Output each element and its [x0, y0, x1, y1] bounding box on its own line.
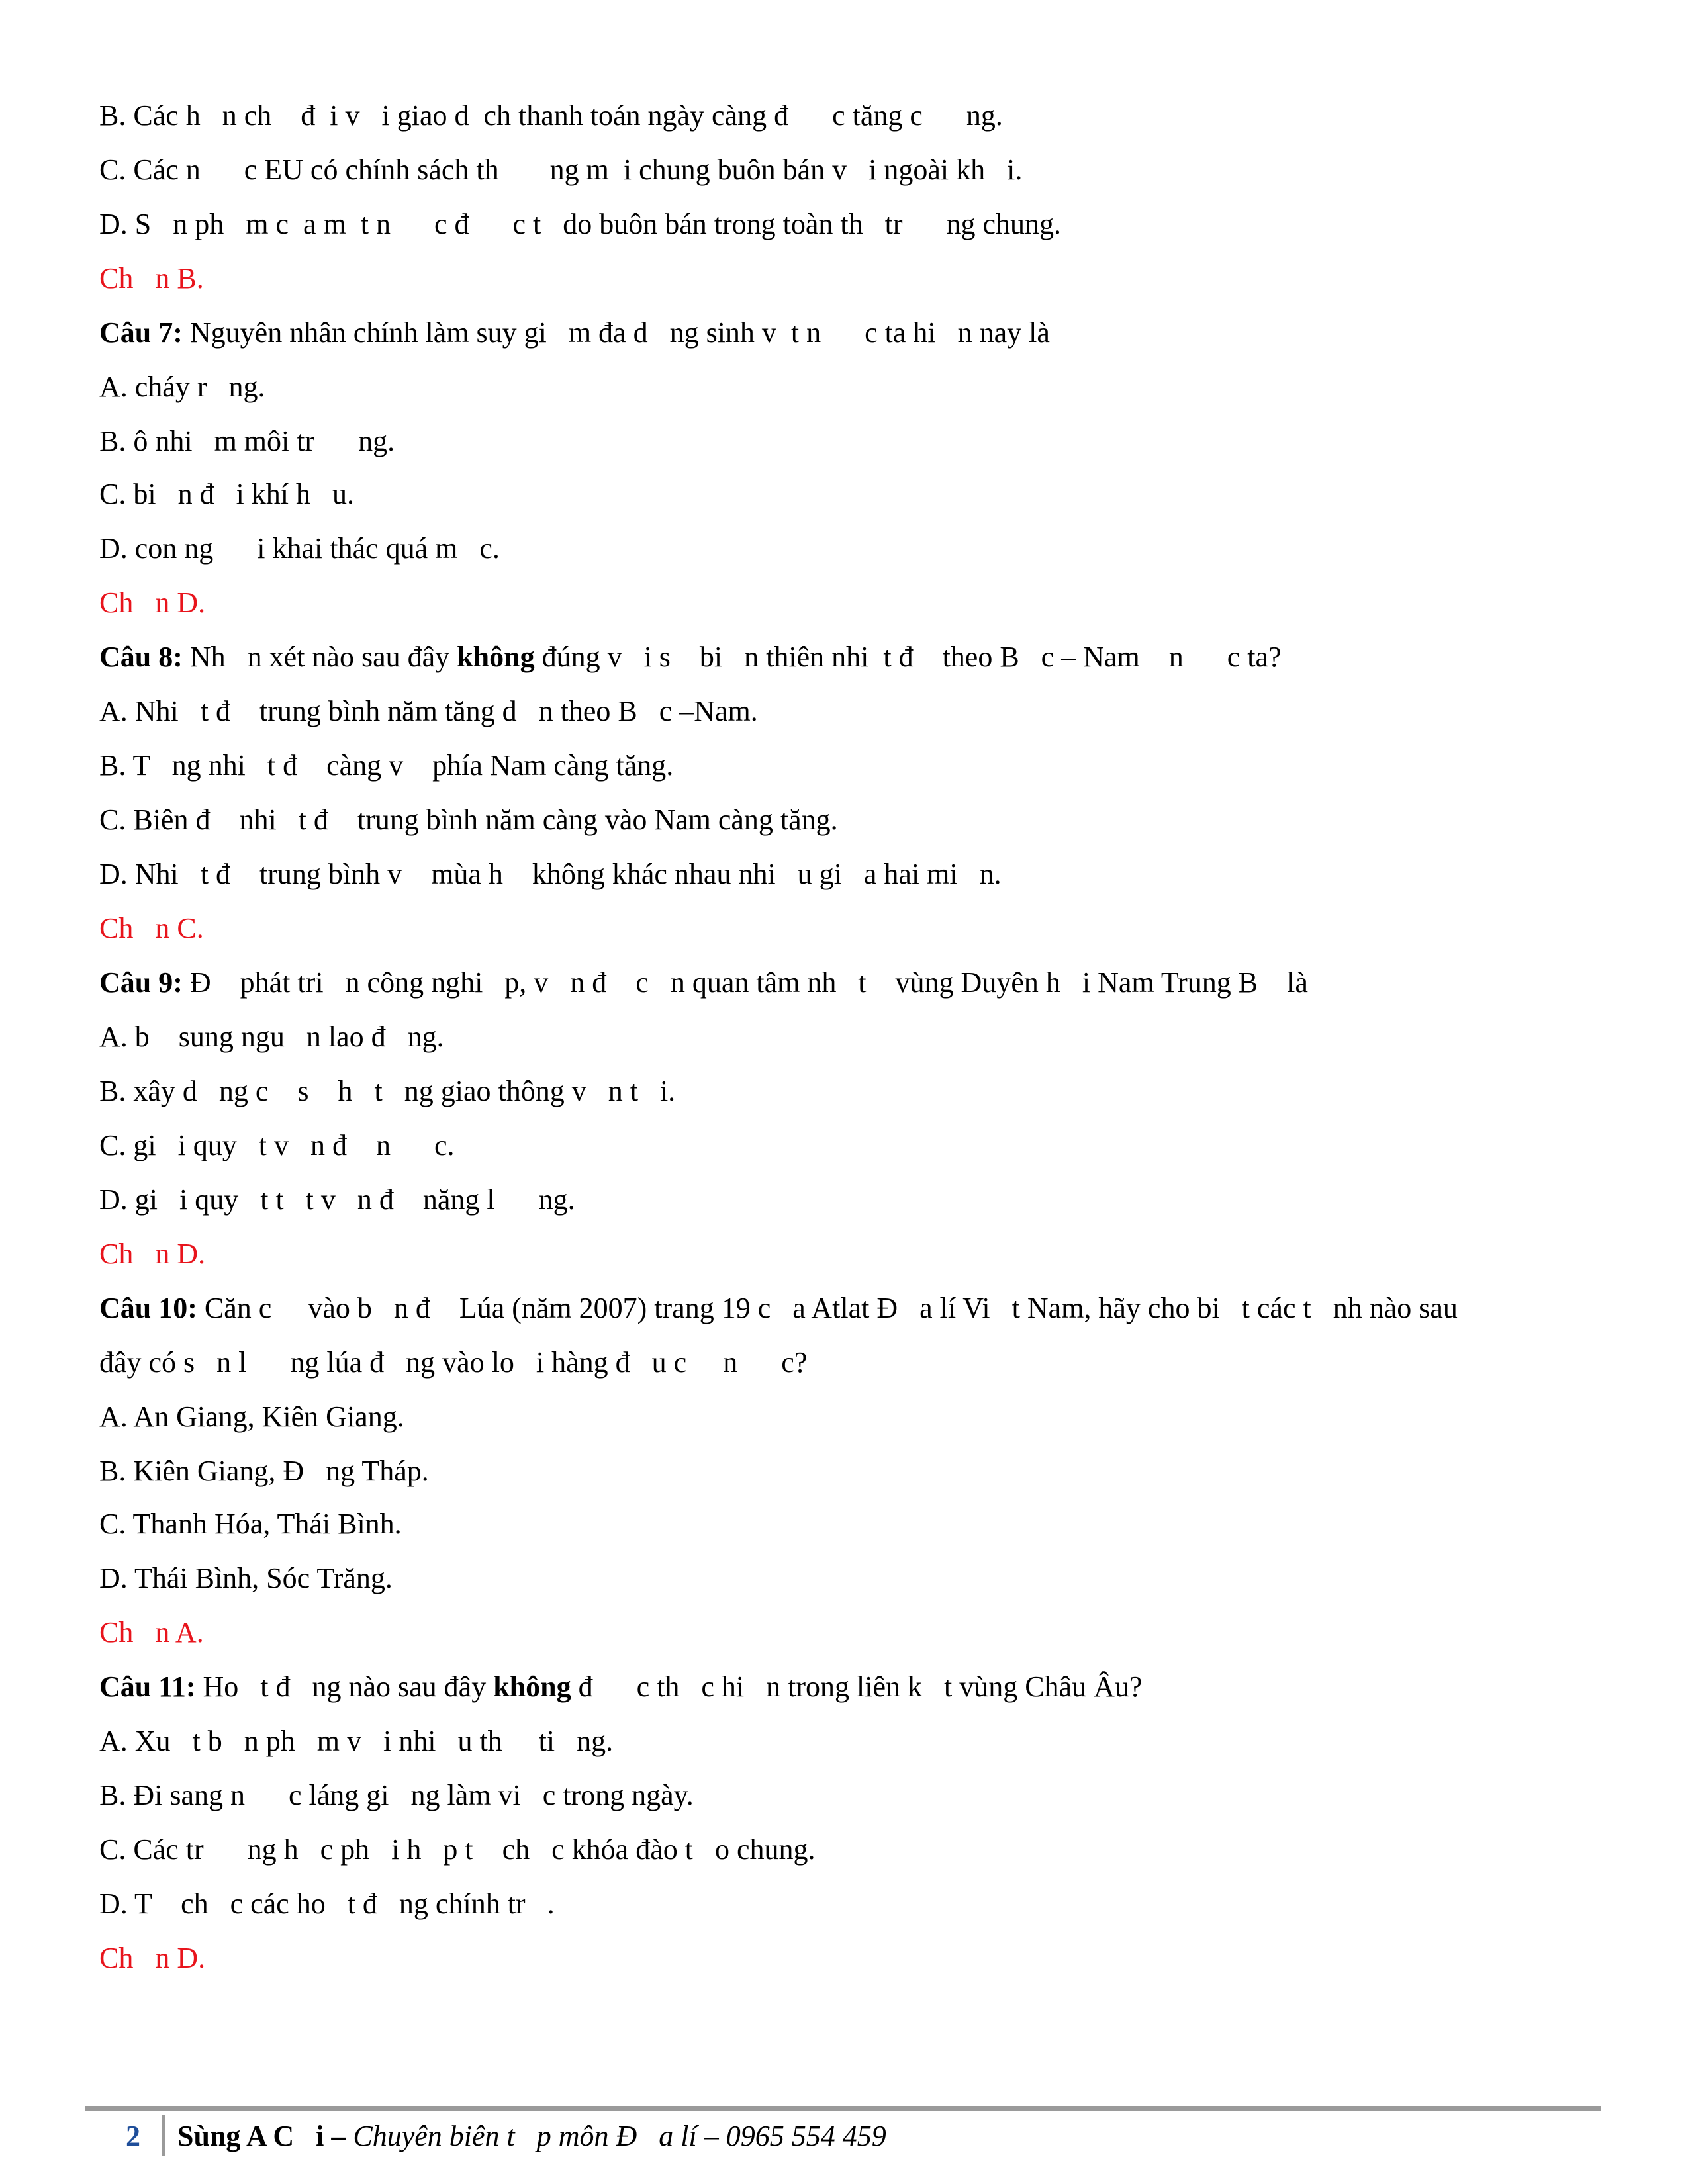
line-text: Ch n D.	[99, 1238, 206, 1270]
line-text: Nh n xét nào sau đây	[182, 641, 457, 673]
footer-text	[177, 2116, 886, 2156]
line-text: A. cháy r ng.	[99, 371, 265, 403]
answer-line	[99, 261, 204, 296]
line-text: B. T ng nhi t đ càng v phía Nam càng tăng.	[99, 749, 674, 782]
line-text: Ch n D.	[99, 1942, 206, 1974]
line-text: Ch n B.	[99, 262, 204, 295]
question-line	[99, 965, 1308, 1001]
line-text: đây có s n l ng lúa đ ng vào lo i hàng đ u c n c?	[99, 1346, 808, 1379]
question-line	[99, 1669, 1142, 1705]
question-line	[99, 315, 1050, 351]
text-line	[99, 1399, 404, 1435]
text-line	[99, 1019, 444, 1055]
line-text: A. Xu t b n ph m v i nhi u th ti ng.	[99, 1725, 614, 1757]
line-text: A. An Giang, Kiên Giang.	[99, 1400, 404, 1433]
line-text: B. Kiên Giang, Đ ng Tháp.	[99, 1455, 429, 1487]
text-line	[99, 206, 1061, 242]
line-text: D. gi i quy t t t v n đ năng l ng.	[99, 1183, 575, 1216]
line-text-continued: đ c th c hi n trong liên k t vùng Châu Âu?	[571, 1670, 1143, 1703]
answer-line	[99, 1236, 205, 1272]
line-text: A. b sung ngu n lao đ ng.	[99, 1021, 444, 1053]
answer-line	[99, 911, 204, 946]
text-line	[99, 1073, 675, 1109]
line-text: D. T ch c các ho t đ ng chính tr .	[99, 1888, 555, 1920]
text-line	[99, 1832, 815, 1868]
text-line	[99, 369, 265, 405]
emphasis-word: không	[493, 1670, 571, 1703]
footer-subtitle: Chuyên biên t p môn Đ a lí – 0965 554 459	[346, 2120, 886, 2152]
question-label: Câu 10:	[99, 1292, 197, 1324]
footer-divider	[162, 2115, 165, 2156]
line-text: B. ô nhi m môi tr ng.	[99, 425, 395, 457]
line-text: Nguyên nhân chính làm suy gi m đa d ng sinh v t n c ta hi n nay là	[182, 316, 1050, 349]
page-number: 2	[126, 2120, 140, 2152]
question-line	[99, 1291, 1458, 1326]
line-text: Ch n C.	[99, 912, 204, 944]
line-text: D. Nhi t đ trung bình v mùa h không khác nhau nhi u gi a hai mi n.	[99, 858, 1002, 890]
answer-line	[99, 1615, 204, 1651]
line-text: Ch n A.	[99, 1616, 204, 1649]
text-line	[99, 694, 758, 729]
line-text: Đ phát tri n công nghi p, v n đ c n quan tâm nh t vùng Duyên h i Nam Trung B là	[182, 966, 1308, 999]
line-text: C. Thanh Hóa, Thái Bình.	[99, 1508, 402, 1540]
line-text: Ho t đ ng nào sau đây	[195, 1670, 494, 1703]
text-line	[99, 1345, 807, 1381]
question-line	[99, 639, 1282, 675]
text-line	[99, 1128, 455, 1163]
emphasis-word: không	[457, 641, 535, 673]
text-line	[99, 748, 673, 784]
answer-line	[99, 585, 205, 621]
line-text: C. Biên đ nhi t đ trung bình năm càng vào Nam càng tăng.	[99, 803, 838, 836]
question-label: Câu 11:	[99, 1670, 196, 1703]
text-line	[99, 152, 1022, 188]
text-line	[99, 1506, 402, 1542]
text-line	[99, 1778, 694, 1813]
question-label: Câu 9:	[99, 966, 183, 999]
line-text: C. Các n c EU có chính sách th ng m i chung buôn bán v i ngoài kh i.	[99, 154, 1023, 186]
line-text: C. gi i quy t v n đ n c.	[99, 1129, 455, 1161]
line-text: D. con ng i khai thác quá m c.	[99, 532, 500, 565]
footer-author: Sùng A C i –	[177, 2120, 346, 2152]
line-text: C. bi n đ i khí h u.	[99, 478, 355, 510]
line-text: D. S n ph m c a m t n c đ c t do buôn bán trong toàn th tr ng chung.	[99, 208, 1062, 240]
line-text: Căn c vào b n đ Lúa (năm 2007) trang 19 c a Atlat Đ a lí Vi t Nam, hãy cho bi t các t nh nào sau	[197, 1292, 1458, 1324]
line-text: Ch n D.	[99, 586, 206, 619]
text-line	[99, 477, 354, 512]
line-text: D. Thái Bình, Sóc Trăng.	[99, 1562, 393, 1594]
line-text: B. xây d ng c s h t ng giao thông v n t i.	[99, 1075, 676, 1107]
question-label: Câu 7:	[99, 316, 183, 349]
text-line	[99, 1723, 613, 1759]
text-line	[99, 1453, 429, 1489]
text-line	[99, 531, 500, 567]
text-line	[99, 98, 1003, 134]
line-text: C. Các tr ng h c ph i h p t ch c khóa đào t o chung.	[99, 1833, 816, 1866]
text-line	[99, 1182, 575, 1218]
question-label: Câu 8:	[99, 641, 183, 673]
line-text: B. Đi sang n c láng gi ng làm vi c trong ngày.	[99, 1779, 694, 1811]
text-line	[99, 802, 838, 838]
answer-line	[99, 1940, 205, 1976]
text-line	[99, 424, 395, 459]
line-text-continued: đúng v i s bi n thiên nhi t đ theo B c – Nam n c ta?	[534, 641, 1282, 673]
text-line	[99, 856, 1002, 892]
footer-rule	[85, 2106, 1601, 2111]
text-line	[99, 1561, 393, 1596]
line-text: A. Nhi t đ trung bình năm tăng d n theo B c –Nam.	[99, 695, 758, 727]
line-text: B. Các h n ch đ i v i giao d ch thanh toán ngày càng đ c tăng c ng.	[99, 99, 1003, 132]
text-line	[99, 1886, 555, 1922]
